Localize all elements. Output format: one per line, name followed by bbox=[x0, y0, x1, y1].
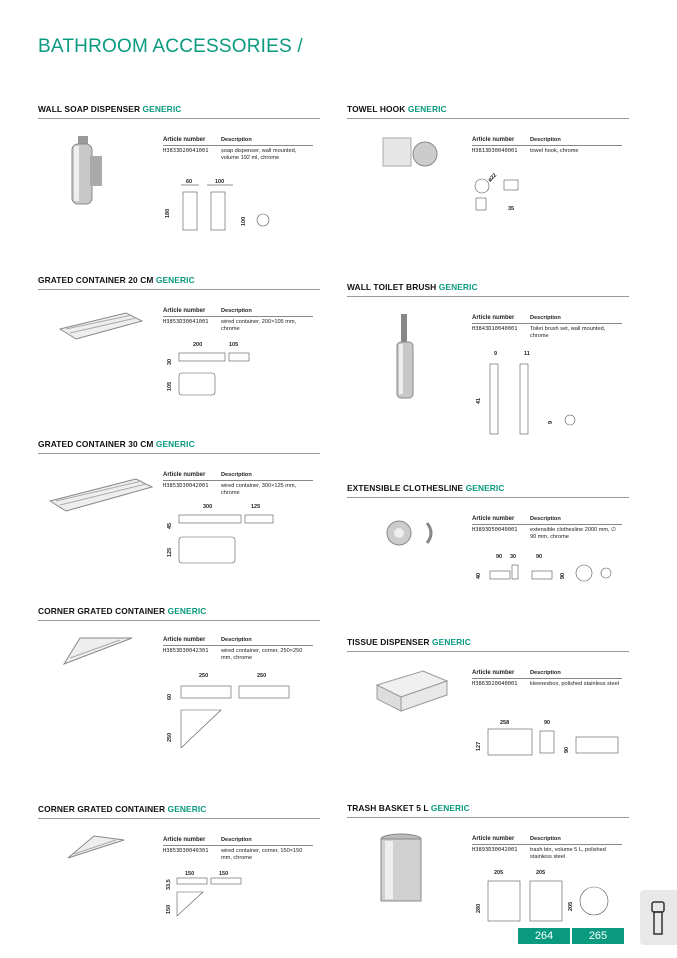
svg-text:90: 90 bbox=[564, 746, 570, 753]
page-number-right: 265 bbox=[570, 928, 624, 944]
svg-text:60: 60 bbox=[167, 693, 173, 700]
section-trash-basket bbox=[347, 803, 629, 913]
svg-text:30: 30 bbox=[167, 358, 173, 365]
towel-hook-photo bbox=[379, 132, 449, 182]
section-tissue-dispenser bbox=[347, 637, 629, 753]
svg-text:250: 250 bbox=[257, 673, 267, 679]
grated-container-20-photo bbox=[56, 307, 146, 347]
section-title: TOWEL HOOK GENERIC bbox=[347, 104, 629, 119]
page-number-left: 264 bbox=[534, 930, 554, 942]
svg-text:250: 250 bbox=[167, 732, 173, 742]
svg-text:150: 150 bbox=[185, 871, 195, 877]
section-title: CORNER GRATED CONTAINER GENERIC bbox=[38, 804, 320, 819]
svg-text:100: 100 bbox=[215, 179, 225, 185]
corner-2-drawing bbox=[163, 868, 273, 918]
page-number-bar bbox=[518, 928, 624, 944]
section-clothesline bbox=[347, 483, 629, 579]
svg-text:127: 127 bbox=[476, 741, 482, 751]
corner-container-photo bbox=[60, 634, 140, 674]
trash-bin-photo bbox=[373, 831, 433, 911]
section-tab bbox=[640, 890, 677, 945]
grated-container-30-photo bbox=[46, 471, 156, 521]
svg-text:9: 9 bbox=[494, 351, 498, 357]
section-title: WALL TOILET BRUSH GENERIC bbox=[347, 282, 629, 297]
svg-text:40: 40 bbox=[476, 572, 482, 579]
svg-text:90: 90 bbox=[536, 554, 543, 560]
svg-text:33,5: 33,5 bbox=[166, 879, 172, 890]
corner-1-drawing bbox=[163, 670, 303, 748]
svg-text:105: 105 bbox=[167, 381, 173, 391]
section-title: EXTENSIBLE CLOTHESLINE GENERIC bbox=[347, 483, 629, 498]
section-corner-grated-1 bbox=[38, 606, 320, 742]
soap-drawing bbox=[163, 176, 293, 238]
corner-container-small-photo bbox=[64, 832, 134, 872]
svg-text:200: 200 bbox=[193, 342, 203, 348]
toilet-brush-photo bbox=[387, 312, 427, 402]
svg-text:300: 300 bbox=[203, 504, 213, 510]
svg-text:280: 280 bbox=[476, 903, 482, 913]
svg-text:11: 11 bbox=[524, 351, 530, 357]
svg-text:45: 45 bbox=[167, 522, 173, 529]
svg-text:⌀22: ⌀22 bbox=[487, 172, 499, 184]
section-grated-20 bbox=[38, 275, 320, 391]
svg-text:250: 250 bbox=[199, 673, 209, 679]
toilet-brush-drawing bbox=[472, 348, 592, 438]
section-title: CORNER GRATED CONTAINER GENERIC bbox=[38, 606, 320, 621]
page-title: BATHROOM ACCESSORIES / bbox=[38, 36, 303, 57]
svg-text:90: 90 bbox=[560, 572, 566, 579]
section-title: GRATED CONTAINER 20 CM GENERIC bbox=[38, 275, 320, 290]
section-title: TISSUE DISPENSER GENERIC bbox=[347, 637, 629, 652]
spec-table: Article number Description H3853D30042001 wired container, 300×125 mm, chrome bbox=[163, 472, 313, 497]
section-soap-dispenser bbox=[38, 104, 320, 226]
svg-text:105: 105 bbox=[229, 342, 239, 348]
clothesline-drawing bbox=[472, 551, 617, 585]
spec-table: Article number Description H3853D30040301 wired container, corner, 150×150 mm, chrome bbox=[163, 837, 313, 862]
grated-20-drawing bbox=[163, 339, 293, 399]
clothesline-photo bbox=[383, 513, 443, 553]
svg-text:60: 60 bbox=[186, 179, 193, 185]
towel-hook-drawing bbox=[472, 168, 552, 218]
svg-text:90: 90 bbox=[496, 554, 503, 560]
section-title: GRATED CONTAINER 30 CM GENERIC bbox=[38, 439, 320, 454]
svg-text:9: 9 bbox=[548, 420, 554, 424]
section-towel-hook bbox=[347, 104, 629, 212]
svg-text:205: 205 bbox=[494, 870, 504, 876]
spec-table: Article number Description H3833D20041001 soap dispenser, wall mounted, volume 192 ml, chrome bbox=[163, 137, 313, 162]
spec-table: Article number Description H3863D20040001 kleenexbox, polished stainless steel bbox=[472, 670, 622, 688]
svg-text:125: 125 bbox=[167, 547, 173, 557]
svg-text:150: 150 bbox=[219, 871, 229, 877]
section-toilet-brush bbox=[347, 282, 629, 424]
svg-text:41: 41 bbox=[476, 397, 482, 404]
spec-table: Article number Description H3853D30042301 wired container, corner, 250×250 mm, chrome bbox=[163, 637, 313, 662]
svg-text:125: 125 bbox=[251, 504, 261, 510]
spec-table: Article number Description H3893D50040001 extensible clothesline 2000 mm, ∅ 90 mm, chrome bbox=[472, 516, 622, 541]
tissue-drawing bbox=[472, 717, 622, 759]
section-title: WALL SOAP DISPENSER GENERIC bbox=[38, 104, 320, 119]
section-grated-30 bbox=[38, 439, 320, 557]
tissue-box-photo bbox=[373, 665, 453, 715]
svg-text:205: 205 bbox=[536, 870, 546, 876]
bathroom-accessory-icon bbox=[640, 890, 677, 945]
svg-text:180: 180 bbox=[165, 208, 171, 218]
svg-text:258: 258 bbox=[500, 720, 510, 726]
trash-drawing bbox=[472, 867, 612, 927]
spec-table: Article number Description H3893D30042001 trash bin, volume 5 L, polished stainless steel bbox=[472, 836, 622, 861]
svg-text:100: 100 bbox=[241, 216, 247, 226]
svg-text:205: 205 bbox=[568, 901, 574, 911]
svg-text:150: 150 bbox=[166, 904, 172, 914]
svg-text:35: 35 bbox=[508, 206, 515, 212]
section-corner-grated-2 bbox=[38, 804, 320, 914]
soap-dispenser-photo bbox=[62, 134, 112, 214]
svg-text:30: 30 bbox=[510, 554, 517, 560]
spec-table: Article number Description H3843D10040001 Toilet brush set, wall mounted, chrome bbox=[472, 315, 622, 340]
spec-table: Article number Description H3813D30040001 towel hook, chrome bbox=[472, 137, 622, 155]
section-title: TRASH BASKET 5 L GENERIC bbox=[347, 803, 629, 818]
svg-text:90: 90 bbox=[544, 720, 551, 726]
grated-30-drawing bbox=[163, 501, 313, 567]
spec-table: Article number Description H3853D30041001 wired container, 200×105 mm, chrome bbox=[163, 308, 313, 333]
